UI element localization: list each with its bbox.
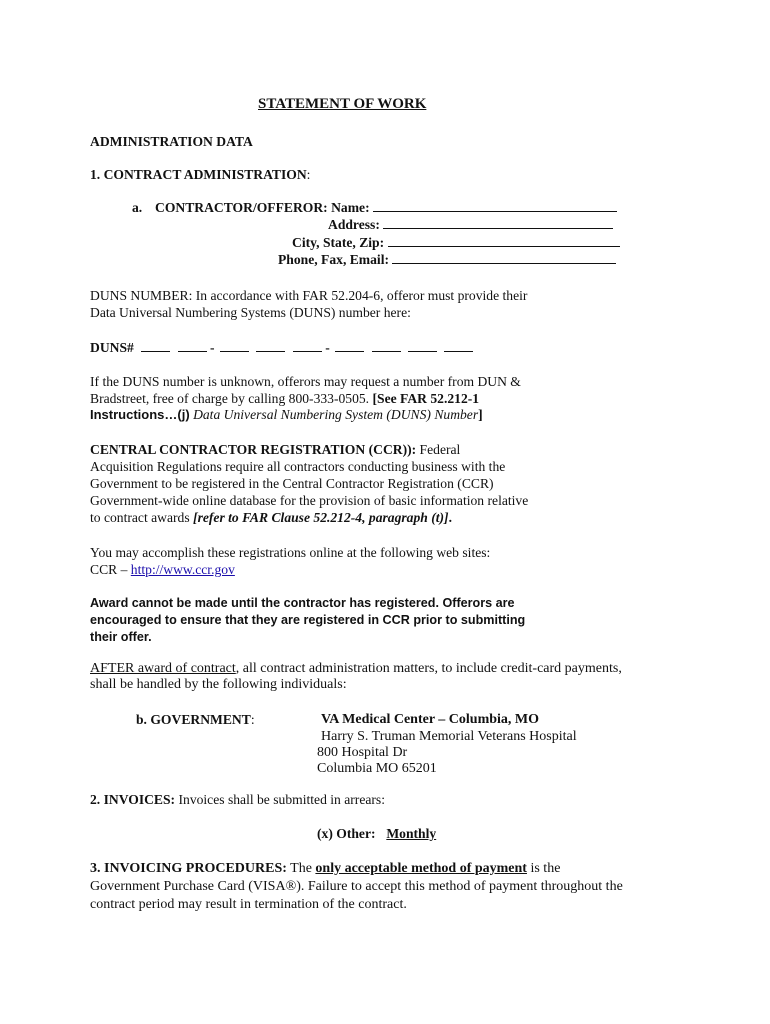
ccr-line-2: Acquisition Regulations require all contractors conducting business with the [90, 459, 506, 474]
procedures-line-2: Government Purchase Card (VISA®). Failure to accept this method of payment throughout the [90, 879, 623, 894]
award-notice-line-2: encouraged to ensure that they are registered in CCR prior to submitting [90, 613, 526, 627]
procedures-text-2: is the [526, 861, 561, 876]
invoices-other-row [317, 825, 436, 842]
contractor-address-label: Address: [328, 217, 380, 232]
contractor-name-field[interactable] [373, 199, 617, 212]
ccr-prefix: CCR – [90, 562, 131, 577]
contractor-city-label: City, State, Zip: [292, 235, 385, 250]
duns-separator: - [325, 340, 330, 355]
duns-intro-line-1: DUNS NUMBER: In accordance with FAR 52.204-6, offeror must provide their [90, 288, 528, 303]
duns-label: DUNS# [90, 340, 134, 355]
contractor-phone-row [278, 251, 616, 268]
government-city: Columbia MO 65201 [317, 761, 437, 776]
invoices-other-label: (x) Other: [317, 826, 376, 841]
duns-digit-field[interactable] [178, 339, 207, 352]
far-reference: [See FAR 52.212-1 [372, 391, 480, 406]
duns-digit-field[interactable] [444, 339, 473, 352]
procedures-heading: 3. INVOICING PROCEDURES: [90, 861, 287, 876]
contractor-name-label: CONTRACTOR/OFFEROR: Name: [155, 200, 370, 215]
government-colon: : [250, 712, 255, 727]
ccr-line-5 [90, 509, 452, 526]
contractor-address-field[interactable] [383, 216, 613, 229]
contractor-name-row [132, 199, 617, 216]
page-title: STATEMENT OF WORK [258, 96, 427, 112]
duns-digit-field[interactable] [335, 339, 364, 352]
ccr-heading: CENTRAL CONTRACTOR REGISTRATION (CCR)): [90, 442, 417, 457]
duns-field-row [90, 339, 473, 356]
duns-digit-field[interactable] [220, 339, 249, 352]
duns-unknown-line-2 [90, 390, 479, 407]
duns-digit-field[interactable] [293, 339, 322, 352]
government-street: 800 Hospital Dr [317, 745, 408, 760]
ccr-line-3: Government to be registered in the Central Contractor Registration (CCR) [90, 476, 494, 491]
ccr-line-1-rest: Federal [416, 442, 461, 457]
contractor-phone-label: Phone, Fax, Email: [278, 252, 390, 267]
after-award-rest: , all contract administration matters, to include credit-card payments, [235, 661, 622, 676]
invoices-other-value: Monthly [386, 826, 437, 841]
invoices-text: Invoices shall be submitted in arrears: [175, 792, 385, 807]
ccr-link[interactable]: http://www.ccr.gov [130, 562, 235, 577]
government-facility-name: VA Medical Center – Columbia, MO [321, 712, 540, 727]
ccr-line-4: Government-wide online database for the provision of basic information relative [90, 493, 529, 508]
after-award-line-2: shall be handled by the following individuals: [90, 677, 347, 692]
government-hospital: Harry S. Truman Memorial Veterans Hospital [321, 729, 577, 744]
contractor-address-row [328, 216, 613, 233]
ccr-web-line [90, 561, 235, 578]
invoices-row [90, 791, 385, 808]
duns-unknown-line-2-text: Bradstreet, free of charge by calling 800-333-0505. [90, 391, 373, 406]
instructions-reference: Instructions…(j) [90, 407, 190, 422]
duns-digit-field[interactable] [256, 339, 285, 352]
contractor-city-row [292, 234, 620, 251]
ccr-period: . [448, 510, 452, 525]
duns-digit-field[interactable] [141, 339, 170, 352]
duns-unknown-line-1: If the DUNS number is unknown, offerors may request a number from DUN & [90, 374, 521, 389]
contract-admin-heading [90, 166, 310, 183]
duns-intro-line-2: Data Universal Numbering Systems (DUNS) number here: [90, 305, 411, 320]
bracket-close: ] [478, 407, 483, 422]
after-award-line-1 [90, 660, 622, 677]
admin-data-heading: ADMINISTRATION DATA [90, 134, 253, 149]
procedures-line-3: contract period may result in termination of the contract. [90, 897, 407, 912]
government-label-row [136, 711, 255, 728]
item-letter-a: a. [132, 200, 143, 215]
far-clause-reference: [refer to FAR Clause 52.212-4, paragraph (t)] [193, 510, 449, 525]
duns-unknown-line-3 [90, 406, 483, 423]
award-notice-line-3: their offer. [90, 630, 152, 644]
award-notice-line-1: Award cannot be made until the contractor has registered. Offerors are [90, 596, 515, 610]
web-intro: You may accomplish these registrations online at the following web sites: [90, 545, 491, 560]
contractor-city-field[interactable] [388, 234, 620, 247]
duns-separator: - [210, 340, 215, 355]
ccr-line-1 [90, 441, 460, 458]
contract-admin-colon: : [306, 167, 311, 182]
duns-digit-field[interactable] [372, 339, 401, 352]
duns-digit-field[interactable] [408, 339, 437, 352]
government-label: b. GOVERNMENT [136, 712, 251, 727]
ccr-last-text: to contract awards [90, 510, 194, 525]
duns-system-reference: Data Universal Numbering System (DUNS) Number [189, 407, 479, 422]
after-award-underlined: AFTER award of contract [90, 661, 236, 676]
invoices-heading: 2. INVOICES: [90, 792, 176, 807]
procedures-line-1 [90, 860, 560, 877]
procedures-emphasis: only acceptable method of payment [315, 861, 527, 876]
contract-admin-title: 1. CONTRACT ADMINISTRATION [90, 167, 307, 182]
contractor-phone-field[interactable] [392, 251, 616, 264]
procedures-text-1: The [286, 861, 316, 876]
